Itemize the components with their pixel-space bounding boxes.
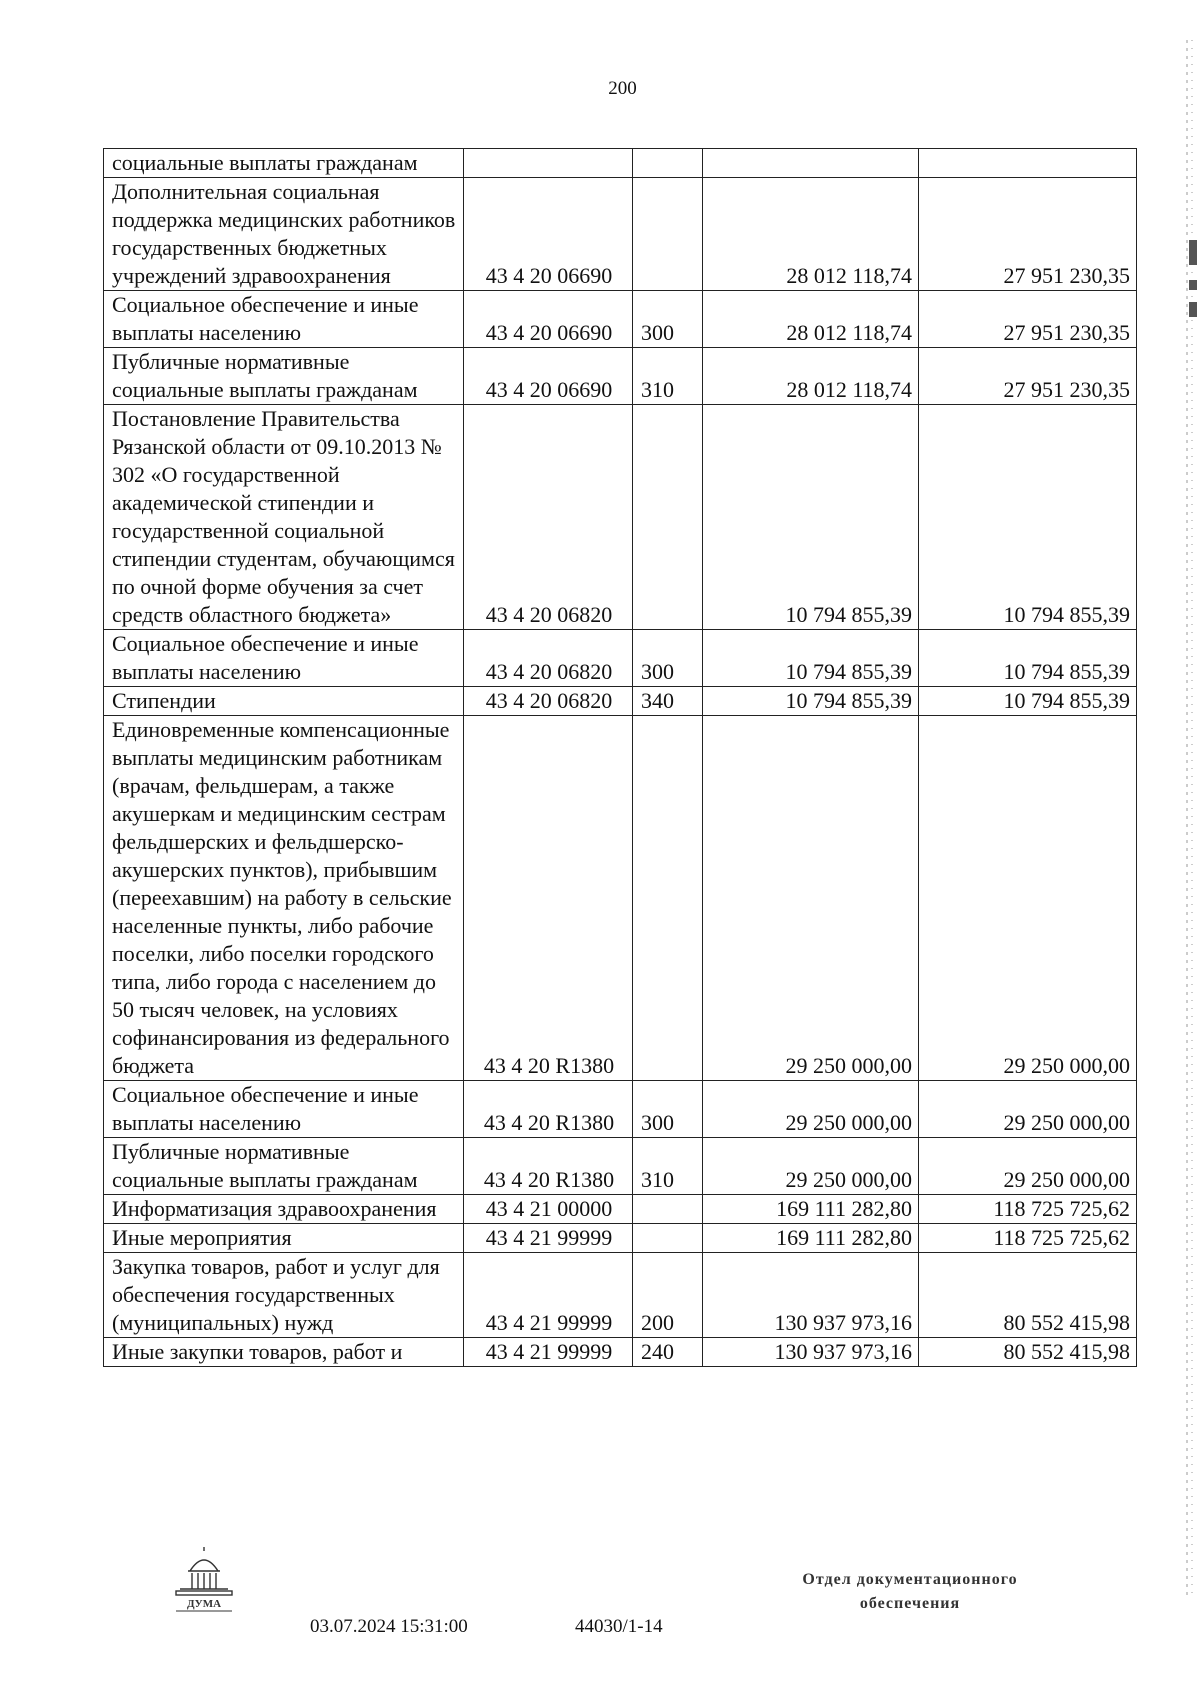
table-row xyxy=(104,149,1137,178)
table-row xyxy=(104,348,1137,405)
page-number: 200 xyxy=(608,78,637,99)
cell-amount-1: 130 937 973,16 xyxy=(703,1338,919,1367)
cell-amount-1: 28 012 118,74 xyxy=(703,291,919,348)
cell-expense-type xyxy=(633,178,703,291)
cell-target-code: 43 4 20 06690 xyxy=(464,178,633,291)
cell-amount-1: 169 111 282,80 xyxy=(703,1195,919,1224)
cell-amount-1: 29 250 000,00 xyxy=(703,1081,919,1138)
cell-expense-type: 300 xyxy=(633,1081,703,1138)
cell-expense-type: 340 xyxy=(633,687,703,716)
cell-expense-type xyxy=(633,1224,703,1253)
scan-edge-artifact xyxy=(1178,40,1200,1600)
cell-name: Социальное обеспечение и иные выплаты населению xyxy=(104,291,464,348)
cell-amount-1: 29 250 000,00 xyxy=(703,716,919,1081)
cell-name: Закупка товаров, работ и услуг для обеспечения государственных (муниципальных) нужд xyxy=(104,1253,464,1338)
table-row xyxy=(104,687,1137,716)
cell-name: Иные закупки товаров, работ и xyxy=(104,1338,464,1367)
cell-amount-2: 118 725 725,62 xyxy=(919,1224,1137,1253)
table-row xyxy=(104,716,1137,1081)
cell-amount-1: 10 794 855,39 xyxy=(703,405,919,630)
cell-amount-2: 10 794 855,39 xyxy=(919,405,1137,630)
table-row xyxy=(104,291,1137,348)
footer-dept-line2: обеспечения xyxy=(859,1595,961,1612)
cell-amount-2: 29 250 000,00 xyxy=(919,1081,1137,1138)
cell-target-code: 43 4 21 99999 xyxy=(464,1253,633,1338)
cell-amount-1: 28 012 118,74 xyxy=(703,348,919,405)
cell-expense-type xyxy=(633,716,703,1081)
cell-name: Публичные нормативные социальные выплаты гражданам xyxy=(104,348,464,405)
cell-expense-type xyxy=(633,405,703,630)
cell-amount-1: 10 794 855,39 xyxy=(703,687,919,716)
cell-amount-2: 27 951 230,35 xyxy=(919,291,1137,348)
budget-table-body xyxy=(104,149,1137,1367)
table-row xyxy=(104,1224,1137,1253)
cell-expense-type: 200 xyxy=(633,1253,703,1338)
cell-name: Дополнительная социальная поддержка медицинских работников государственных бюджетных учреждений здравоохранения xyxy=(104,178,464,291)
cell-amount-2: 10 794 855,39 xyxy=(919,687,1137,716)
cell-amount-2: 29 250 000,00 xyxy=(919,716,1137,1081)
cell-target-code: 43 4 20 06820 xyxy=(464,405,633,630)
cell-amount-1: 28 012 118,74 xyxy=(703,178,919,291)
cell-target-code: 43 4 20 06690 xyxy=(464,291,633,348)
table-row xyxy=(104,405,1137,630)
cell-amount-2: 118 725 725,62 xyxy=(919,1195,1137,1224)
cell-amount-2: 29 250 000,00 xyxy=(919,1138,1137,1195)
footer-datetime: 03.07.2024 15:31:00 xyxy=(310,1616,468,1637)
cell-amount-2: 10 794 855,39 xyxy=(919,630,1137,687)
cell-target-code: 43 4 20 06820 xyxy=(464,687,633,716)
cell-amount-2: 80 552 415,98 xyxy=(919,1338,1137,1367)
cell-expense-type xyxy=(633,1195,703,1224)
cell-expense-type: 300 xyxy=(633,291,703,348)
cell-amount-1: 10 794 855,39 xyxy=(703,630,919,687)
cell-target-code: 43 4 20 R1380 xyxy=(464,716,633,1081)
cell-expense-type xyxy=(633,149,703,178)
cell-target-code: 43 4 21 99999 xyxy=(464,1224,633,1253)
cell-amount-1: 29 250 000,00 xyxy=(703,1138,919,1195)
table-row xyxy=(104,178,1137,291)
cell-amount-1: 169 111 282,80 xyxy=(703,1224,919,1253)
table-row xyxy=(104,1081,1137,1138)
cell-amount-2: 27 951 230,35 xyxy=(919,178,1137,291)
cell-amount-2: 27 951 230,35 xyxy=(919,348,1137,405)
cell-amount-2: 80 552 415,98 xyxy=(919,1253,1137,1338)
cell-target-code: 43 4 21 99999 xyxy=(464,1338,633,1367)
cell-target-code: 43 4 20 R1380 xyxy=(464,1081,633,1138)
cell-target-code: 43 4 20 06820 xyxy=(464,630,633,687)
cell-expense-type: 310 xyxy=(633,348,703,405)
cell-name: Социальное обеспечение и иные выплаты населению xyxy=(104,630,464,687)
cell-name: социальные выплаты гражданам xyxy=(104,149,464,178)
budget-table-container xyxy=(103,148,1136,1367)
table-row xyxy=(104,1253,1137,1338)
table-row xyxy=(104,1138,1137,1195)
table-row xyxy=(104,1338,1137,1367)
footer-department-stamp xyxy=(760,1568,1060,1616)
cell-target-code: 43 4 21 00000 xyxy=(464,1195,633,1224)
cell-name: Постановление Правительства Рязанской области от 09.10.2013 № 302 «О государственной академической стипендии и государственной социальной стипендии студентам, обучающимся по очной форме обучения за счет средств областного бюджета» xyxy=(104,405,464,630)
cell-target-code: 43 4 20 06690 xyxy=(464,348,633,405)
duma-building-logo-icon xyxy=(168,1545,240,1615)
footer-dept-line1: Отдел документационного xyxy=(802,1571,1018,1588)
cell-amount-1: 130 937 973,16 xyxy=(703,1253,919,1338)
cell-target-code: 43 4 20 R1380 xyxy=(464,1138,633,1195)
logo-text: ДУМА xyxy=(186,1598,222,1610)
cell-name: Стипендии xyxy=(104,687,464,716)
cell-name: Публичные нормативные социальные выплаты гражданам xyxy=(104,1138,464,1195)
cell-expense-type: 300 xyxy=(633,630,703,687)
cell-expense-type: 310 xyxy=(633,1138,703,1195)
footer-reg-number: 44030/1-14 xyxy=(575,1616,663,1637)
cell-amount-1 xyxy=(703,149,919,178)
cell-name: Иные мероприятия xyxy=(104,1224,464,1253)
cell-expense-type: 240 xyxy=(633,1338,703,1367)
cell-target-code xyxy=(464,149,633,178)
cell-name: Единовременные компенсационные выплаты медицинским работникам (врачам, фельдшерам, а также акушеркам и медицинским сестрам фельдшерских и фельдшерско-акушерских пунктов), прибывшим (переехавшим) на работу в сельские населенные пункты, либо рабочие поселки, либо поселки городского типа, либо города с населением до 50 тысяч человек, на условиях софинансирования из федерального бюджета xyxy=(104,716,464,1081)
budget-table xyxy=(103,148,1137,1367)
table-row xyxy=(104,1195,1137,1224)
table-row xyxy=(104,630,1137,687)
cell-name: Информатизация здравоохранения xyxy=(104,1195,464,1224)
cell-amount-2 xyxy=(919,149,1137,178)
cell-name: Социальное обеспечение и иные выплаты населению xyxy=(104,1081,464,1138)
